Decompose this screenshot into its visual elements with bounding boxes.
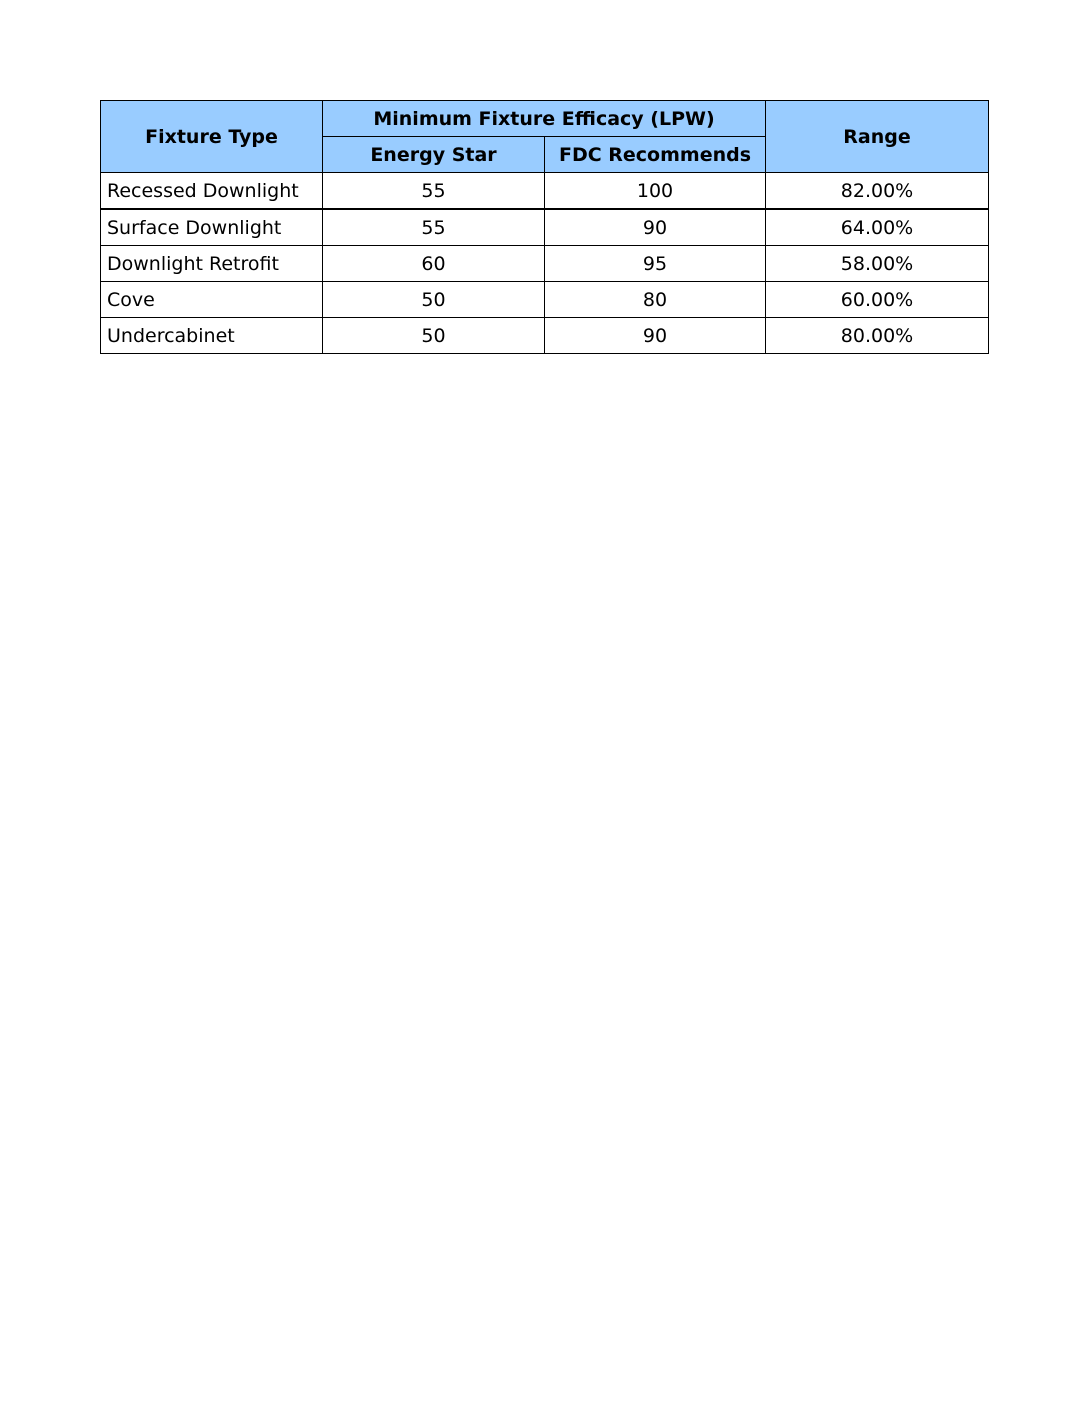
- cell-fixture-type: Downlight Retrofit: [101, 246, 323, 282]
- cell-fdc-recommends: 95: [545, 246, 766, 282]
- table-body: [101, 173, 989, 354]
- cell-fixture-type: Recessed Downlight: [101, 173, 323, 210]
- cell-fdc-recommends: 100: [545, 173, 766, 210]
- header-fdc-recommends: FDC Recommends: [545, 137, 766, 173]
- cell-fixture-type: Surface Downlight: [101, 209, 323, 246]
- header-range: Range: [766, 101, 989, 173]
- header-row-top: [101, 101, 989, 137]
- efficacy-table-container: [100, 100, 988, 354]
- table-row: [101, 209, 989, 246]
- cell-range: 82.00%: [766, 173, 989, 210]
- cell-energy-star: 55: [323, 173, 545, 210]
- cell-fdc-recommends: 90: [545, 209, 766, 246]
- table-header: [101, 101, 989, 173]
- cell-energy-star: 55: [323, 209, 545, 246]
- cell-energy-star: 60: [323, 246, 545, 282]
- cell-fdc-recommends: 90: [545, 318, 766, 354]
- cell-range: 58.00%: [766, 246, 989, 282]
- table-row: [101, 318, 989, 354]
- header-energy-star: Energy Star: [323, 137, 545, 173]
- cell-fixture-type: Undercabinet: [101, 318, 323, 354]
- cell-energy-star: 50: [323, 282, 545, 318]
- cell-range: 80.00%: [766, 318, 989, 354]
- table-row: [101, 246, 989, 282]
- cell-energy-star: 50: [323, 318, 545, 354]
- header-minimum-fixture-efficacy: Minimum Fixture Efficacy (LPW): [323, 101, 766, 137]
- header-fixture-type: Fixture Type: [101, 101, 323, 173]
- cell-fixture-type: Cove: [101, 282, 323, 318]
- cell-range: 60.00%: [766, 282, 989, 318]
- cell-range: 64.00%: [766, 209, 989, 246]
- cell-fdc-recommends: 80: [545, 282, 766, 318]
- table-row: [101, 282, 989, 318]
- efficacy-table: [100, 100, 989, 354]
- table-row: [101, 173, 989, 210]
